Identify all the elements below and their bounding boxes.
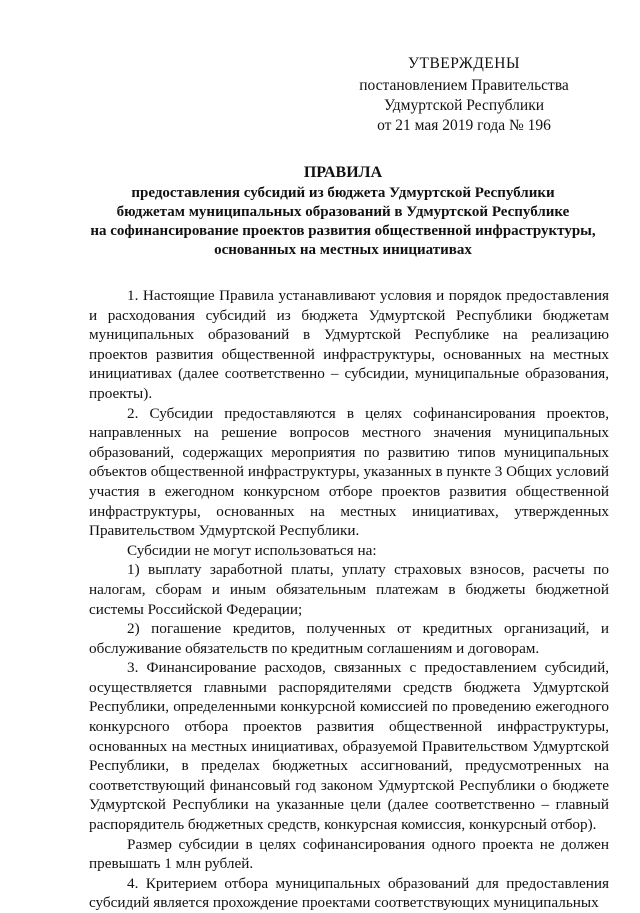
paragraph: 2. Субсидии предоставляются в целях софинансирования проектов, направленных на решение вопросов местного значения муниципальных образований, содержащих мероприятия по развитию типов муниципальных объектов общественной инфраструктуры, указанных в пункте 3 Общих условий участия в ежегодном конкурсном отборе проектов развития общественной инфраструктуры, основанных на местных инициативах, утвержденных Правительством Удмуртской Республики. xyxy=(89,404,609,540)
title-line: на софинансирование проектов развития общественной инфраструктуры, xyxy=(90,223,596,239)
title-main: ПРАВИЛА xyxy=(303,164,383,181)
paragraph: 2) погашение кредитов, полученных от кредитных организаций, и обслуживание обязательств по кредитным соглашениям и договорам. xyxy=(89,620,609,657)
paragraph: 3. Финансирование расходов, связанных с предоставлением субсидий, осуществляется главными распорядителями средств бюджета Удмуртской Республики, определенными конкурсной комиссией по проведению ежегодного конкурсного отбора проектов развития общественной инфраструктуры, основанных на местных инициативах, образуемой Правительством Удмуртской Республики, в пределах бюджетных ассигнований, предусмотренных на соответствующий финансовый год законом Удмуртской Республики о бюджете Удмуртской Республики на указанные цели (далее соответственно – главный распорядитель бюджетных средств, конкурсная комиссия, конкурсный отбор). xyxy=(89,659,609,834)
approval-line: постановлением Правительства xyxy=(359,77,569,94)
approval-heading: УТВЕРЖДЕНЫ xyxy=(408,55,520,72)
approval-block xyxy=(330,54,598,136)
title-line: предоставления субсидий из бюджета Удмуртской Республики xyxy=(131,185,555,201)
title-line: основанных на местных инициативах xyxy=(214,242,472,258)
title-line: бюджетам муниципальных образований в Удмуртской Республике xyxy=(116,204,570,220)
approval-line: Удмуртской Республики xyxy=(383,97,545,114)
paragraph: Субсидии не могут использоваться на: xyxy=(127,541,377,559)
approval-date: от 21 мая 2019 года № 196 xyxy=(377,117,551,134)
paragraph: 1) выплату заработной платы, уплату страховых взносов, расчеты по налогам, сборам и иным обязательным платежам в бюджеты бюджетной системы Российской Федерации; xyxy=(89,561,609,618)
paragraph: 4. Критерием отбора муниципальных образований для предоставления субсидий является прохождение проектами соответствующих муниципальных xyxy=(89,874,609,912)
paragraph: Размер субсидии в целях софинансирования одного проекта не должен превышать 1 млн рублей. xyxy=(89,835,609,873)
document-body xyxy=(89,286,609,913)
paragraph: 1. Настоящие Правила устанавливают условия и порядок предоставления и расходования субсидий из бюджета Удмуртской Республики бюджетам муниципальных образований в Удмуртской Республике на реализацию проектов развития общественной инфраструктуры, основанных на местных инициативах (далее соответственно – субсидии, муниципальные образования, проекты). xyxy=(89,287,609,402)
document-title xyxy=(78,163,608,260)
